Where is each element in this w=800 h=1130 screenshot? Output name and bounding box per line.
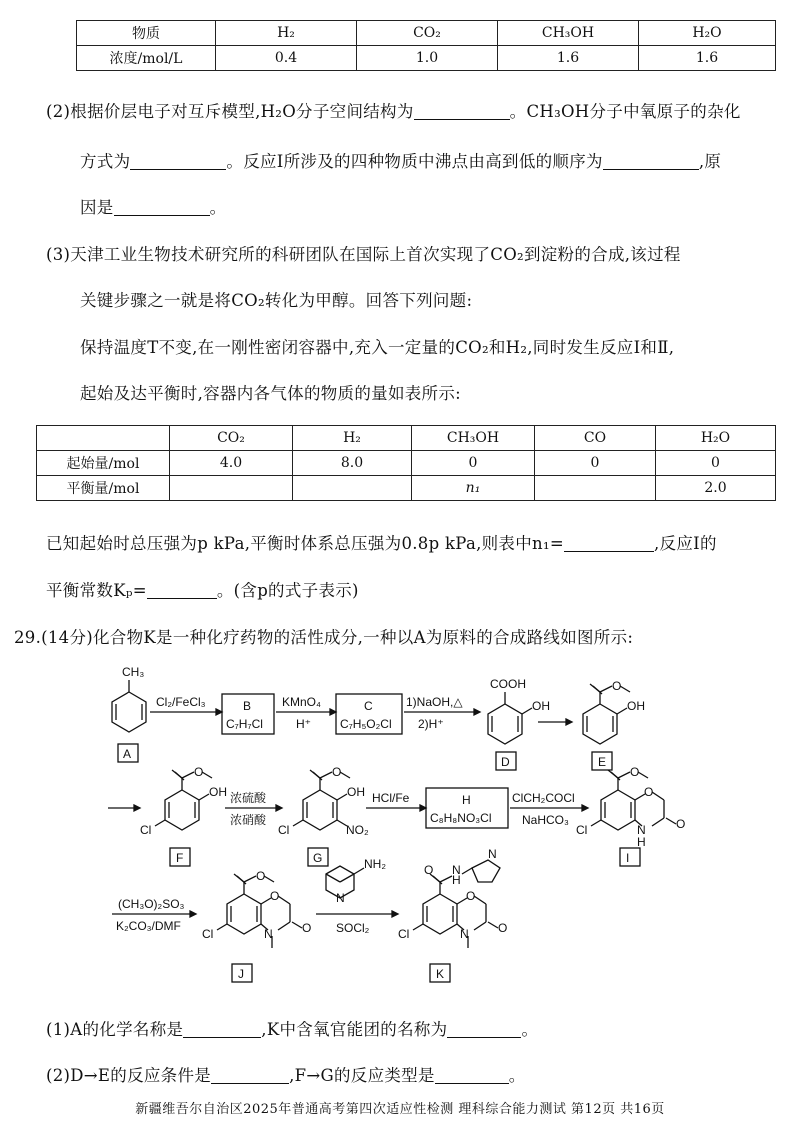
compound-e-structure (583, 684, 630, 744)
text: ,K中含氧官能团的名称为 (261, 1020, 448, 1039)
o-label: O (332, 765, 342, 779)
q3-line-2: 关键步骤之一就是将CO₂转化为甲醇。回答下列问题: (80, 291, 473, 310)
q3b-line-1 (46, 530, 717, 554)
page-footer: 新疆维吾尔自治区2025年普通高考第四次适应性检测 理科综合能力测试 第12页 共16页 (135, 1102, 665, 1117)
reagent-4-bottom: 浓硝酸 (230, 813, 267, 827)
oh-label: OH (532, 699, 550, 713)
oh-label: OH (347, 785, 365, 799)
compound-i-structure (591, 770, 676, 830)
answer-blank (183, 1021, 261, 1039)
table-cell (37, 426, 170, 451)
table-cell: H₂ (293, 426, 412, 451)
compound-d-structure (488, 692, 532, 744)
table-row (77, 46, 776, 71)
o-label: O (630, 765, 640, 779)
no2-label: NO₂ (346, 823, 369, 837)
compound-h-formula: C₈H₈NO₃Cl (430, 811, 492, 825)
reagent-3-top: 1)NaOH,△ (406, 695, 463, 709)
n-label: N (336, 891, 345, 905)
table-cell: 0 (412, 451, 535, 476)
table-cell (293, 476, 412, 501)
text: 。 (508, 1066, 526, 1085)
reagent-8-bottom: SOCl₂ (336, 921, 370, 935)
label-d: D (501, 755, 510, 769)
reagent-1: Cl₂/FeCl₃ (156, 695, 206, 709)
answer-blank (435, 1067, 509, 1085)
answer-blank (130, 153, 226, 171)
o-label: O (256, 869, 266, 883)
label-a: A (123, 747, 132, 761)
table-cell: 2.0 (656, 476, 776, 501)
answer-blank (211, 1067, 289, 1085)
n-label: N (264, 927, 273, 941)
cl-label: Cl (576, 823, 588, 837)
text: ,反应Ⅰ的 (654, 534, 717, 553)
answer-blank (147, 582, 217, 600)
text: 。 (521, 1020, 539, 1039)
table-cell: 0.4 (216, 46, 357, 71)
table-row (37, 451, 776, 476)
equilibrium-table (36, 425, 776, 501)
table-cell: CO₂ (170, 426, 293, 451)
q2-line-1 (46, 98, 741, 122)
n-label: N (452, 863, 461, 877)
o-label: O (302, 921, 312, 935)
reagent-2-bottom: H⁺ (296, 717, 311, 731)
table-cell: H₂ (216, 21, 357, 46)
oh-label: OH (209, 785, 227, 799)
text: ,原 (698, 152, 722, 171)
reagent-6-bottom: NaHCO₃ (522, 813, 569, 827)
cl-label: Cl (140, 823, 152, 837)
o-label: O (612, 679, 622, 693)
answer-blank (603, 153, 699, 171)
text: 。CH₃OH分子中氧原子的杂化 (509, 102, 741, 121)
concentration-table (76, 20, 776, 71)
answer-blank (564, 535, 654, 553)
table-cell: CH₃OH (498, 21, 639, 46)
reagent-2-top: KMnO₄ (282, 695, 321, 709)
n-label: N (460, 927, 469, 941)
reagent-6-top: ClCH₂COCl (512, 791, 575, 805)
n-label: N (637, 823, 646, 837)
reagent-7-top: (CH₃O)₂SO₃ (118, 897, 185, 911)
table-cell (535, 476, 656, 501)
table-cell: 浓度/mol/L (77, 46, 216, 71)
table-cell: 4.0 (170, 451, 293, 476)
table-cell: CH₃OH (412, 426, 535, 451)
text: ,F→G的反应类型是 (289, 1066, 435, 1085)
table-cell: CO (535, 426, 656, 451)
table-header-row (37, 426, 776, 451)
n-label: N (488, 847, 497, 861)
o-label: O (194, 765, 204, 779)
compound-h-name: H (462, 793, 471, 807)
reagent-3-bottom: 2)H⁺ (418, 717, 444, 731)
table-cell: 平衡量/mol (37, 476, 170, 501)
label-g: G (313, 851, 323, 865)
table-cell: 0 (656, 451, 776, 476)
table-cell (170, 476, 293, 501)
answer-blank (414, 103, 510, 121)
label-e: E (598, 755, 607, 769)
nh2-label: NH₂ (364, 857, 386, 871)
answer-blank (114, 199, 210, 217)
cl-label: Cl (278, 823, 290, 837)
text: 。反应Ⅰ所涉及的四种物质中沸点由高到低的顺序为 (226, 152, 603, 171)
label-k: K (436, 967, 445, 981)
cl-label: Cl (398, 927, 410, 941)
o-label: O (270, 889, 280, 903)
q2-line-3 (80, 194, 226, 218)
q29-sub-2 (46, 1062, 526, 1086)
table-cell: 1.6 (639, 46, 776, 71)
label-j: J (238, 967, 244, 981)
text: 方式为 (80, 152, 131, 171)
o-label: O (498, 921, 508, 935)
compound-g-structure (293, 770, 350, 830)
reagent-5: HCl/Fe (372, 791, 410, 805)
answer-blank (447, 1021, 521, 1039)
oh-label: OH (627, 699, 645, 713)
table-cell: 8.0 (293, 451, 412, 476)
table-header-row (77, 21, 776, 46)
text: 。 (209, 198, 227, 217)
label-box-i (620, 848, 640, 866)
q2-line-2 (80, 148, 721, 172)
o-label: O (424, 863, 434, 877)
reagent-4-top: 浓硫酸 (230, 791, 267, 805)
text: 平衡常数Kₚ= (46, 581, 147, 600)
compound-a-structure (112, 680, 146, 732)
compound-b-formula: C₇H₇Cl (226, 717, 263, 731)
table-cell: n₁ (412, 476, 535, 501)
text: (2)根据价层电子对互斥模型,H₂O分子空间结构为 (46, 102, 414, 121)
compound-c-name: C (364, 699, 373, 713)
table-cell: 物质 (77, 21, 216, 46)
text: (2)D→E的反应条件是 (46, 1066, 212, 1085)
text: 。(含p的式子表示) (216, 581, 359, 600)
table-cell: 0 (535, 451, 656, 476)
o-label: O (466, 889, 476, 903)
compound-f-structure (155, 770, 212, 830)
compound-j-structure (217, 874, 302, 948)
reagent-7-bottom: K₂CO₃/DMF (116, 919, 181, 933)
label-i: I (626, 851, 630, 865)
table-cell: CO₂ (357, 21, 498, 46)
ch3-label: CH₃ (122, 665, 145, 679)
o-label: O (644, 785, 654, 799)
q3b-line-2 (46, 577, 359, 601)
synthesis-scheme (0, 662, 800, 1002)
text: 因是 (80, 198, 114, 217)
o-label: O (676, 817, 686, 831)
table-cell: H₂O (656, 426, 776, 451)
q29-sub-1 (46, 1016, 538, 1040)
table-cell: 1.6 (498, 46, 639, 71)
compound-b-name: B (243, 699, 252, 713)
h-label: H (637, 835, 646, 849)
q3-line-4: 起始及达平衡时,容器内各气体的物质的量如表所示: (80, 384, 462, 403)
q3-line-3: 保持温度T不变,在一刚性密闭容器中,充入一定量的CO₂和H₂,同时发生反应Ⅰ和Ⅱ, (80, 338, 675, 357)
table-cell: 起始量/mol (37, 451, 170, 476)
table-cell: H₂O (639, 21, 776, 46)
quinuclidine-reagent (326, 866, 364, 898)
compound-c-formula: C₇H₅O₂Cl (340, 717, 392, 731)
label-f: F (176, 851, 184, 865)
cl-label: Cl (202, 927, 214, 941)
q29-stem: 29.(14分)化合物K是一种化疗药物的活性成分,一种以A为原料的合成路线如图所示: (14, 628, 634, 647)
text: (1)A的化学名称是 (46, 1020, 184, 1039)
q3-line-1: (3)天津工业生物技术研究所的科研团队在国际上首次实现了CO₂到淀粉的合成,该过程 (46, 245, 681, 264)
text: 已知起始时总压强为p kPa,平衡时体系总压强为0.8p kPa,则表中n₁= (46, 534, 565, 553)
table-row (37, 476, 776, 501)
cooh-label: COOH (490, 677, 526, 691)
table-cell: 1.0 (357, 46, 498, 71)
h-label: H (452, 873, 461, 887)
